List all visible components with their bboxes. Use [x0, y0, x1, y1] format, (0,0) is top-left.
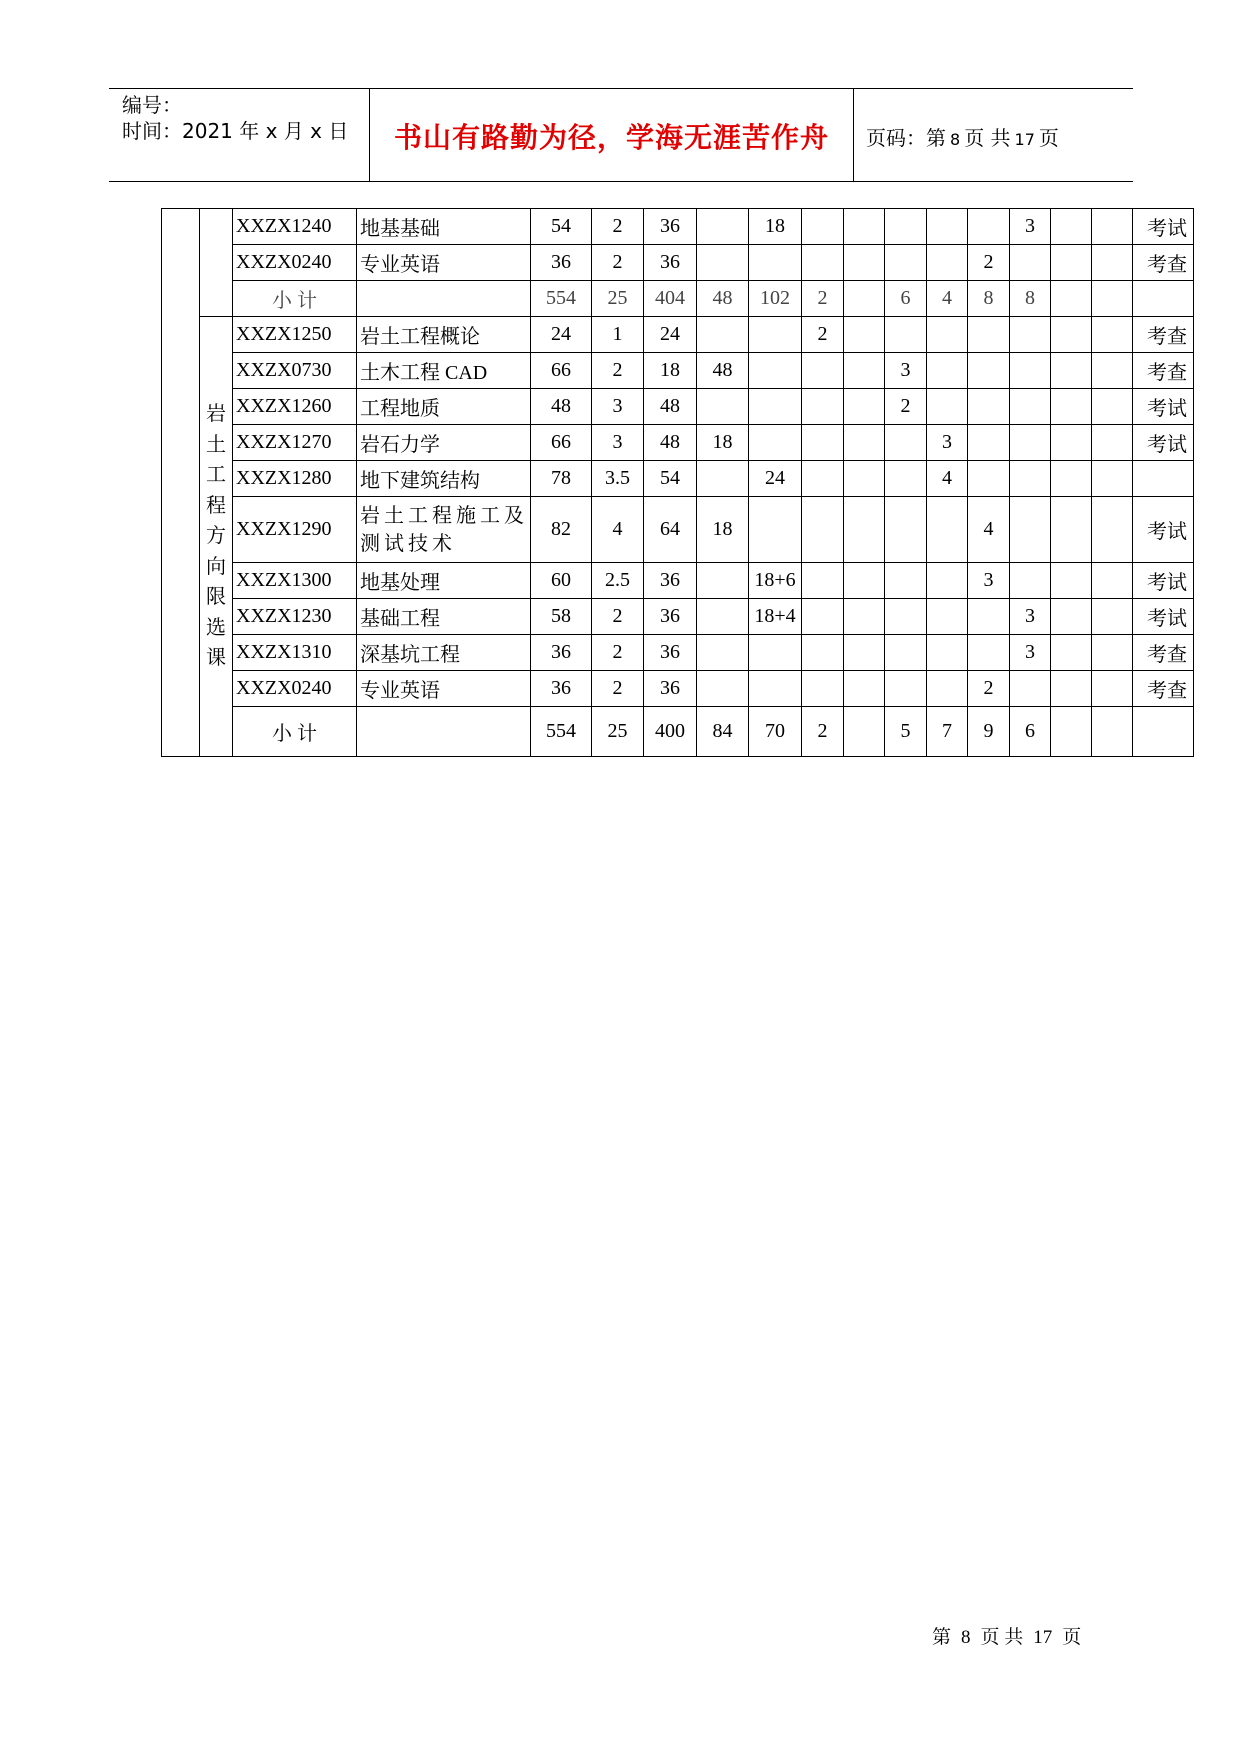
subtotal-s4: 4	[927, 281, 968, 317]
course-name: 岩土工程施工及测试技术	[357, 497, 531, 563]
cell-s5	[968, 425, 1010, 461]
cell-s1	[802, 635, 844, 671]
document-number-label: 编号：	[122, 93, 182, 117]
assessment-type: 考试	[1133, 389, 1194, 425]
footer-prefix: 第	[932, 1627, 952, 1648]
cell-s3	[885, 245, 927, 281]
cell-c4	[697, 317, 749, 353]
cell-c5	[749, 671, 802, 707]
course-code: XXZX0730	[233, 353, 357, 389]
cell-c5: 18+4	[749, 599, 802, 635]
cell-c1: 36	[531, 635, 592, 671]
cell-s2	[844, 671, 885, 707]
course-name: 土木工程 CAD	[357, 353, 531, 389]
header-top-rule	[109, 88, 1133, 89]
cell-s5: 2	[968, 671, 1010, 707]
cell-c1: 66	[531, 353, 592, 389]
cell-s3	[885, 563, 927, 599]
subtotal-c2: 25	[592, 707, 644, 757]
cell-s2	[844, 497, 885, 563]
page-footer	[927, 1622, 1086, 1649]
cell-c4: 18	[697, 425, 749, 461]
cell-s1	[802, 209, 844, 245]
cell-c5	[749, 497, 802, 563]
cell-s8	[1092, 317, 1133, 353]
table-row	[162, 671, 1194, 707]
cell-c5	[749, 353, 802, 389]
subtotal-label: 小 计	[233, 707, 357, 757]
assessment-type	[1133, 461, 1194, 497]
cell-s8	[1092, 461, 1133, 497]
cell-s6	[1010, 671, 1051, 707]
header-bottom-rule	[109, 181, 1133, 182]
course-name: 地基基础	[357, 209, 531, 245]
cell-s2	[844, 389, 885, 425]
assessment-type: 考试	[1133, 209, 1194, 245]
cell-c5	[749, 635, 802, 671]
footer-suffix: 页	[1062, 1627, 1082, 1648]
cell-s6: 3	[1010, 635, 1051, 671]
cell-s4	[927, 209, 968, 245]
cell-s2	[844, 599, 885, 635]
table-row	[162, 389, 1194, 425]
cell-c3: 54	[644, 461, 697, 497]
cell-s2	[844, 317, 885, 353]
subtotal-c4: 48	[697, 281, 749, 317]
cell-s1	[802, 425, 844, 461]
table-row	[162, 353, 1194, 389]
cell-c2: 2	[592, 209, 644, 245]
subtotal-s8	[1092, 281, 1133, 317]
cell-c1: 66	[531, 425, 592, 461]
cell-s5: 2	[968, 245, 1010, 281]
cell-c1: 82	[531, 497, 592, 563]
subtotal-c2: 25	[592, 281, 644, 317]
header-divider-right	[853, 88, 854, 182]
subtotal-c1: 554	[531, 281, 592, 317]
cell-c5: 18	[749, 209, 802, 245]
subtotal-c1: 554	[531, 707, 592, 757]
course-name: 深基坑工程	[357, 635, 531, 671]
cell-s4	[927, 353, 968, 389]
assessment-type: 考查	[1133, 671, 1194, 707]
cell-s7	[1051, 635, 1092, 671]
cell-s6	[1010, 497, 1051, 563]
course-name: 岩石力学	[357, 425, 531, 461]
cell-c2: 2.5	[592, 563, 644, 599]
subtotal-s7	[1051, 707, 1092, 757]
cell-s4	[927, 389, 968, 425]
cell-c1: 24	[531, 317, 592, 353]
cell-s6	[1010, 353, 1051, 389]
cell-c4	[697, 635, 749, 671]
cell-s7	[1051, 317, 1092, 353]
subtotal-row	[162, 707, 1194, 757]
cell-s2	[844, 209, 885, 245]
cell-s7	[1051, 563, 1092, 599]
cell-s7	[1051, 599, 1092, 635]
subtotal-name-blank	[357, 707, 531, 757]
subtotal-label: 小 计	[233, 281, 357, 317]
cell-s3: 2	[885, 389, 927, 425]
assessment-type: 考查	[1133, 635, 1194, 671]
cell-s4	[927, 497, 968, 563]
cell-c4	[697, 209, 749, 245]
cell-s1: 2	[802, 317, 844, 353]
cell-s3: 3	[885, 353, 927, 389]
cell-c5	[749, 245, 802, 281]
subtotal-assess	[1133, 707, 1194, 757]
cell-c2: 1	[592, 317, 644, 353]
assessment-type: 考试	[1133, 563, 1194, 599]
assessment-type: 考查	[1133, 353, 1194, 389]
cell-s1	[802, 563, 844, 599]
cell-s8	[1092, 209, 1133, 245]
assessment-type: 考试	[1133, 425, 1194, 461]
cell-c2: 2	[592, 245, 644, 281]
cell-s8	[1092, 563, 1133, 599]
subtotal-s2	[844, 281, 885, 317]
cell-s4: 3	[927, 425, 968, 461]
section-label-char: 课	[206, 647, 226, 670]
subtotal-c5: 70	[749, 707, 802, 757]
cell-c4	[697, 389, 749, 425]
cell-c1: 36	[531, 245, 592, 281]
course-code: XXZX0240	[233, 671, 357, 707]
header-meta	[122, 92, 348, 144]
cell-c4	[697, 671, 749, 707]
subtotal-s6: 6	[1010, 707, 1051, 757]
cell-s3	[885, 317, 927, 353]
cell-s6: 3	[1010, 209, 1051, 245]
cell-c2: 3	[592, 425, 644, 461]
course-name: 工程地质	[357, 389, 531, 425]
cell-c2: 2	[592, 671, 644, 707]
section-label-char: 程	[206, 494, 226, 517]
cell-s7	[1051, 497, 1092, 563]
cell-s1	[802, 353, 844, 389]
table-row	[162, 425, 1194, 461]
cell-s6: 3	[1010, 599, 1051, 635]
cell-c4	[697, 563, 749, 599]
subtotal-row	[162, 281, 1194, 317]
cell-s6	[1010, 425, 1051, 461]
cell-s2	[844, 353, 885, 389]
cell-s1	[802, 389, 844, 425]
cell-c5: 24	[749, 461, 802, 497]
course-name: 地下建筑结构	[357, 461, 531, 497]
course-code: XXZX1250	[233, 317, 357, 353]
cell-c3: 48	[644, 425, 697, 461]
cell-s5	[968, 353, 1010, 389]
footer-mid: 页 共	[980, 1627, 1024, 1648]
subtotal-s5: 9	[968, 707, 1010, 757]
course-code: XXZX1270	[233, 425, 357, 461]
cell-s6	[1010, 245, 1051, 281]
document-time: 时间：2021 年 x 月 x 日	[122, 119, 349, 143]
course-code: XXZX1240	[233, 209, 357, 245]
table-row	[162, 317, 1194, 353]
cell-s1	[802, 599, 844, 635]
cell-s7	[1051, 425, 1092, 461]
page-suffix: 页	[1038, 126, 1059, 150]
cell-c3: 24	[644, 317, 697, 353]
subtotal-c3: 404	[644, 281, 697, 317]
cell-s5: 4	[968, 497, 1010, 563]
cell-c1: 36	[531, 671, 592, 707]
footer-page-number: 8	[961, 1627, 971, 1648]
subtotal-c3: 400	[644, 707, 697, 757]
cell-c5	[749, 425, 802, 461]
section-label-char: 岩	[206, 403, 226, 426]
course-name: 专业英语	[357, 245, 531, 281]
cell-c3: 18	[644, 353, 697, 389]
cell-s5	[968, 635, 1010, 671]
cell-s7	[1051, 389, 1092, 425]
cell-c3: 36	[644, 563, 697, 599]
cell-c3: 36	[644, 245, 697, 281]
cell-s5: 3	[968, 563, 1010, 599]
cell-s2	[844, 563, 885, 599]
cell-c3: 36	[644, 671, 697, 707]
course-name: 专业英语	[357, 671, 531, 707]
cell-c2: 3	[592, 389, 644, 425]
cell-c4	[697, 461, 749, 497]
cell-s1	[802, 461, 844, 497]
cell-s1	[802, 671, 844, 707]
course-table-body	[162, 209, 1194, 757]
cell-s1	[802, 497, 844, 563]
section-label-char: 土	[206, 433, 226, 456]
cell-c4: 18	[697, 497, 749, 563]
subtotal-s5: 8	[968, 281, 1010, 317]
cell-s5	[968, 461, 1010, 497]
cell-c1: 58	[531, 599, 592, 635]
table-row	[162, 245, 1194, 281]
cell-s4	[927, 317, 968, 353]
cell-s4	[927, 599, 968, 635]
cell-c5: 18+6	[749, 563, 802, 599]
cell-s2	[844, 461, 885, 497]
section-label-char: 选	[206, 616, 226, 639]
course-name: 地基处理	[357, 563, 531, 599]
page-prefix: 页码：第	[866, 126, 946, 150]
subtotal-s8	[1092, 707, 1133, 757]
cell-c1: 60	[531, 563, 592, 599]
assessment-type: 考查	[1133, 317, 1194, 353]
subtotal-s4: 7	[927, 707, 968, 757]
cell-s3	[885, 461, 927, 497]
cell-s4	[927, 563, 968, 599]
header-motto: 书山有路勤为径，学海无涯苦作舟	[393, 121, 829, 154]
cell-s7	[1051, 245, 1092, 281]
course-code: XXZX1230	[233, 599, 357, 635]
cell-c2: 2	[592, 635, 644, 671]
footer-page-total: 17	[1033, 1627, 1053, 1648]
cell-s1	[802, 245, 844, 281]
cell-s8	[1092, 671, 1133, 707]
cell-s3	[885, 209, 927, 245]
cell-s8	[1092, 635, 1133, 671]
course-table	[161, 208, 1194, 757]
assessment-type: 考试	[1133, 599, 1194, 635]
cell-s6	[1010, 563, 1051, 599]
cell-s8	[1092, 599, 1133, 635]
cell-s3	[885, 497, 927, 563]
cell-s8	[1092, 389, 1133, 425]
table-row	[162, 209, 1194, 245]
cell-s2	[844, 245, 885, 281]
cell-c3: 36	[644, 599, 697, 635]
cell-s5	[968, 209, 1010, 245]
table-row	[162, 599, 1194, 635]
category-column	[162, 209, 200, 757]
cell-s2	[844, 635, 885, 671]
cell-c4	[697, 245, 749, 281]
subtotal-s1: 2	[802, 707, 844, 757]
cell-s8	[1092, 497, 1133, 563]
subtotal-s2	[844, 707, 885, 757]
section-label-char: 限	[206, 586, 226, 609]
page-mid: 页 共	[964, 126, 1011, 150]
cell-c2: 3.5	[592, 461, 644, 497]
table-row	[162, 635, 1194, 671]
cell-c3: 36	[644, 635, 697, 671]
cell-s4	[927, 671, 968, 707]
cell-s8	[1092, 353, 1133, 389]
cell-s7	[1051, 461, 1092, 497]
assessment-type: 考查	[1133, 245, 1194, 281]
cell-s7	[1051, 353, 1092, 389]
cell-s4	[927, 245, 968, 281]
cell-c1: 48	[531, 389, 592, 425]
subtotal-s3: 6	[885, 281, 927, 317]
cell-s5	[968, 317, 1010, 353]
cell-s7	[1051, 209, 1092, 245]
cell-c3: 48	[644, 389, 697, 425]
cell-s8	[1092, 425, 1133, 461]
cell-c3: 64	[644, 497, 697, 563]
cell-c2: 2	[592, 353, 644, 389]
cell-s3	[885, 635, 927, 671]
cell-s6	[1010, 461, 1051, 497]
subtotal-s3: 5	[885, 707, 927, 757]
cell-s4	[927, 635, 968, 671]
subtotal-c4: 84	[697, 707, 749, 757]
subtotal-s1: 2	[802, 281, 844, 317]
course-code: XXZX1300	[233, 563, 357, 599]
assessment-type: 考试	[1133, 497, 1194, 563]
subtotal-s6: 8	[1010, 281, 1051, 317]
section2-label	[200, 317, 233, 757]
section-label-char: 向	[206, 555, 226, 578]
cell-s7	[1051, 671, 1092, 707]
course-code: XXZX0240	[233, 245, 357, 281]
course-code: XXZX1310	[233, 635, 357, 671]
cell-c4: 48	[697, 353, 749, 389]
table-row	[162, 461, 1194, 497]
subtotal-s7	[1051, 281, 1092, 317]
cell-c4	[697, 599, 749, 635]
table-row	[162, 563, 1194, 599]
cell-s4: 4	[927, 461, 968, 497]
cell-s3	[885, 599, 927, 635]
cell-c5	[749, 317, 802, 353]
cell-s5	[968, 389, 1010, 425]
page-total: 17	[1014, 130, 1035, 149]
header-page-indicator	[866, 122, 1059, 151]
cell-s8	[1092, 245, 1133, 281]
cell-c2: 2	[592, 599, 644, 635]
cell-s3	[885, 671, 927, 707]
cell-c5	[749, 389, 802, 425]
course-code: XXZX1280	[233, 461, 357, 497]
subtotal-assess	[1133, 281, 1194, 317]
section-label-char: 工	[206, 464, 226, 487]
cell-c3: 36	[644, 209, 697, 245]
section1-label	[200, 209, 233, 317]
cell-c1: 54	[531, 209, 592, 245]
cell-c2: 4	[592, 497, 644, 563]
course-code: XXZX1260	[233, 389, 357, 425]
course-code: XXZX1290	[233, 497, 357, 563]
cell-c1: 78	[531, 461, 592, 497]
cell-s2	[844, 425, 885, 461]
cell-s6	[1010, 389, 1051, 425]
subtotal-name-blank	[357, 281, 531, 317]
cell-s6	[1010, 317, 1051, 353]
cell-s3	[885, 425, 927, 461]
table-row	[162, 497, 1194, 563]
subtotal-c5: 102	[749, 281, 802, 317]
cell-s5	[968, 599, 1010, 635]
page-number: 8	[950, 130, 961, 149]
section-label-char: 方	[206, 525, 226, 548]
course-name: 岩土工程概论	[357, 317, 531, 353]
course-name: 基础工程	[357, 599, 531, 635]
